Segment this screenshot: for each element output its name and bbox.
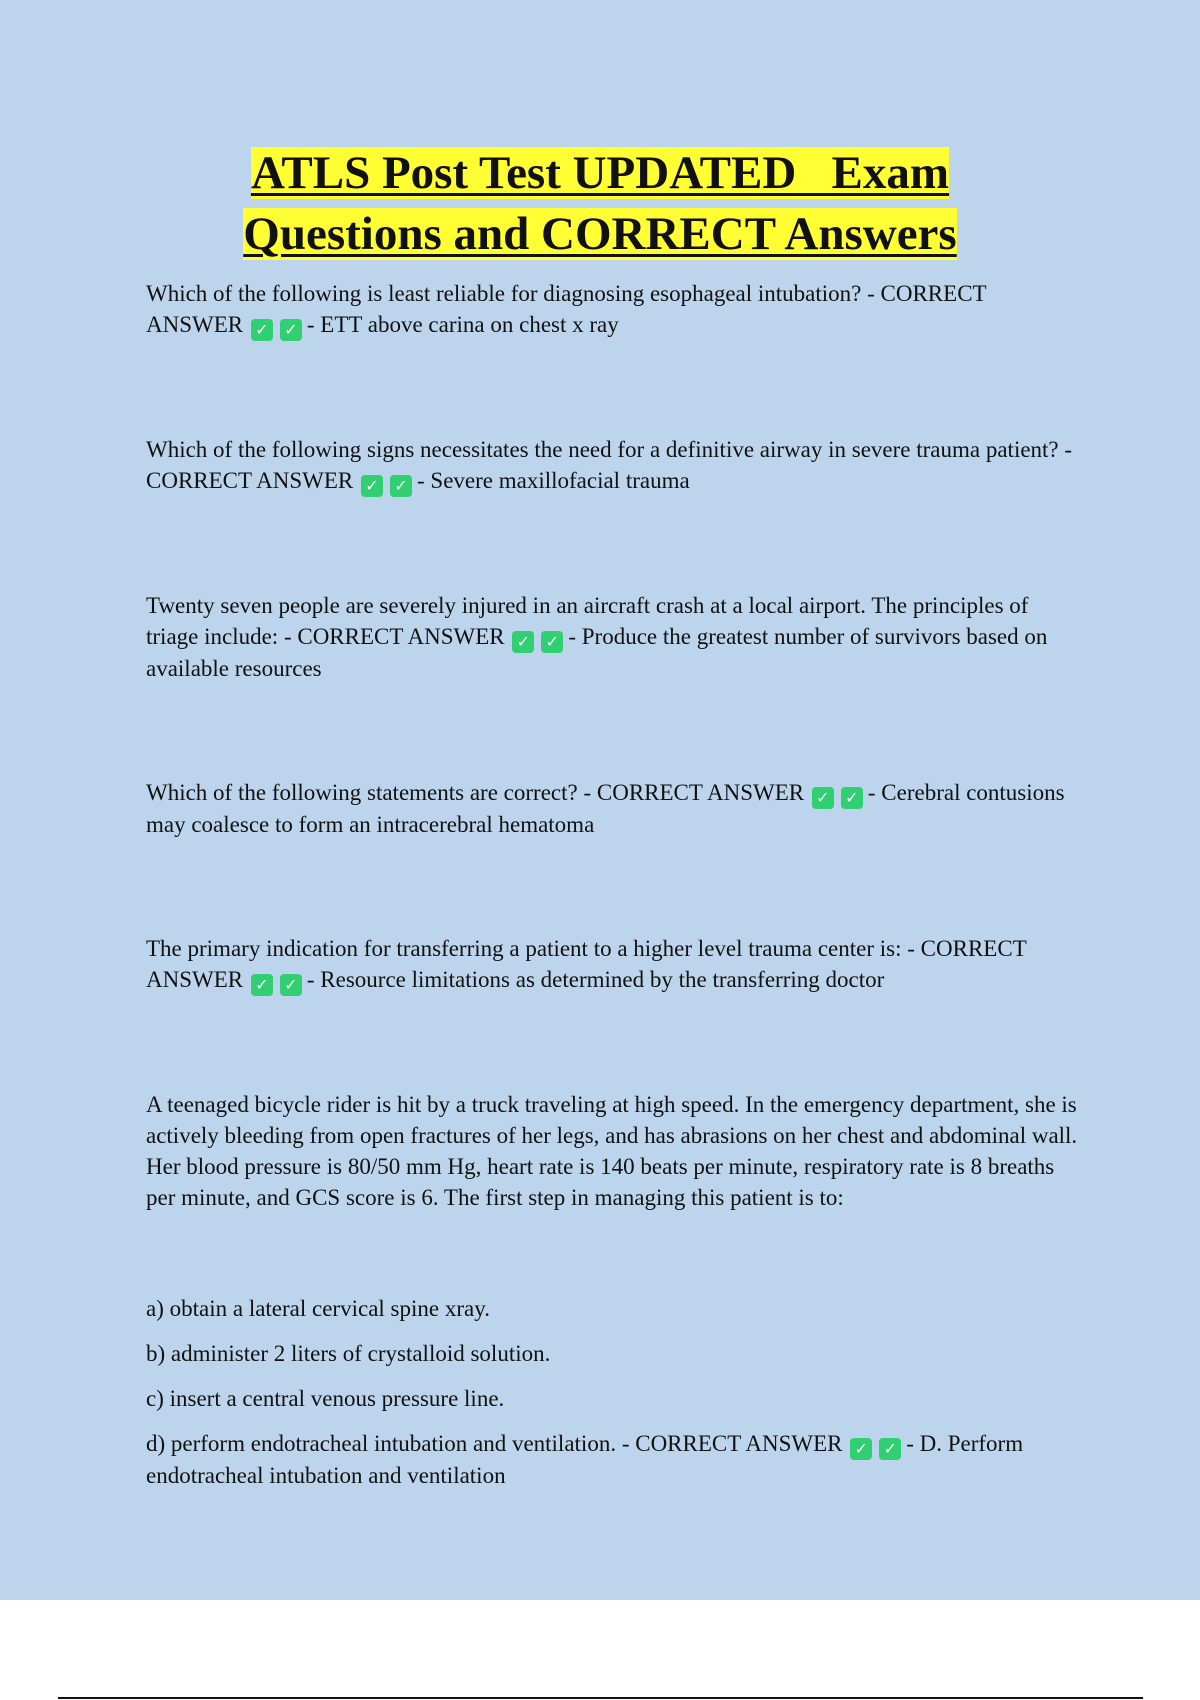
check-icon: ✓ bbox=[361, 475, 383, 497]
qa-item bbox=[146, 434, 1086, 497]
answer-text: - D. Perform endotracheal intubation and ventilation bbox=[146, 1431, 1024, 1488]
check-icon: ✓ bbox=[251, 974, 273, 996]
check-icon: ✓ bbox=[879, 1438, 901, 1460]
check-icon: ✓ bbox=[812, 787, 834, 809]
check-icon: ✓ bbox=[512, 631, 534, 653]
check-icon: ✓ bbox=[841, 787, 863, 809]
answer-text: - Produce the greatest number of survivors based on available resources bbox=[146, 624, 1048, 681]
question-text: Which of the following statements are correct? - CORRECT ANSWER bbox=[146, 780, 805, 805]
answer-text: - Cerebral contusions may coalesce to form an intracerebral hematoma bbox=[146, 780, 1065, 837]
check-icon: ✓ bbox=[850, 1438, 872, 1460]
answer-text: - Resource limitations as determined by the transferring doctor bbox=[306, 967, 885, 992]
question-text: Which of the following is least reliable for diagnosing esophageal intubation? - CORRECT ANSWER bbox=[146, 281, 987, 337]
question-text: Twenty seven people are severely injured in an aircraft crash at a local airport. The principles of triage include: - CORRECT ANSWER bbox=[146, 593, 1029, 649]
check-icon: ✓ bbox=[280, 974, 302, 996]
answer-text: - ETT above carina on chest x ray bbox=[306, 312, 619, 337]
option-d bbox=[146, 1428, 1086, 1491]
question-text: A teenaged bicycle rider is hit by a truck traveling at high speed. In the emergency department, she is actively bleeding from open fractures of her legs, and has abrasions on her chest and abdominal wall. Her blood pressure is 80/50 mm Hg, heart rate is 140 beats per minute, respiratory rate is 8 breaths per minute, and GCS score is 6. The first step in managing this patient is to: bbox=[146, 1092, 1078, 1210]
title-line-2: Questions and CORRECT Answers bbox=[243, 208, 957, 260]
option-c: c) insert a central venous pressure line. bbox=[146, 1386, 505, 1411]
answer-options bbox=[146, 1293, 1086, 1491]
title-line-1: ATLS Post Test UPDATED Exam bbox=[250, 147, 950, 199]
answer-text: - Severe maxillofacial trauma bbox=[417, 468, 690, 493]
option-a: a) obtain a lateral cervical spine xray. bbox=[146, 1296, 490, 1321]
option-b: b) administer 2 liters of crystalloid solution. bbox=[146, 1341, 551, 1366]
qa-item bbox=[146, 278, 1086, 341]
question-text: The primary indication for transferring a patient to a higher level trauma center is: - CORRECT ANSWER bbox=[146, 936, 1027, 992]
qa-item bbox=[146, 933, 1086, 996]
qa-item bbox=[146, 590, 1086, 684]
check-icon: ✓ bbox=[280, 319, 302, 341]
qa-item bbox=[146, 777, 1086, 840]
question-text: Which of the following signs necessitates the need for a definitive airway in severe trauma patient? - CORRECT ANSWER bbox=[146, 437, 1073, 493]
check-icon: ✓ bbox=[251, 319, 273, 341]
option-d-text: d) perform endotracheal intubation and ventilation. - CORRECT ANSWER bbox=[146, 1431, 843, 1456]
check-icon: ✓ bbox=[390, 475, 412, 497]
document-title bbox=[0, 143, 1200, 265]
footer-divider bbox=[58, 1697, 1143, 1699]
qa-item-scenario bbox=[146, 1089, 1086, 1213]
qa-list bbox=[146, 278, 1086, 1505]
check-icon: ✓ bbox=[541, 631, 563, 653]
